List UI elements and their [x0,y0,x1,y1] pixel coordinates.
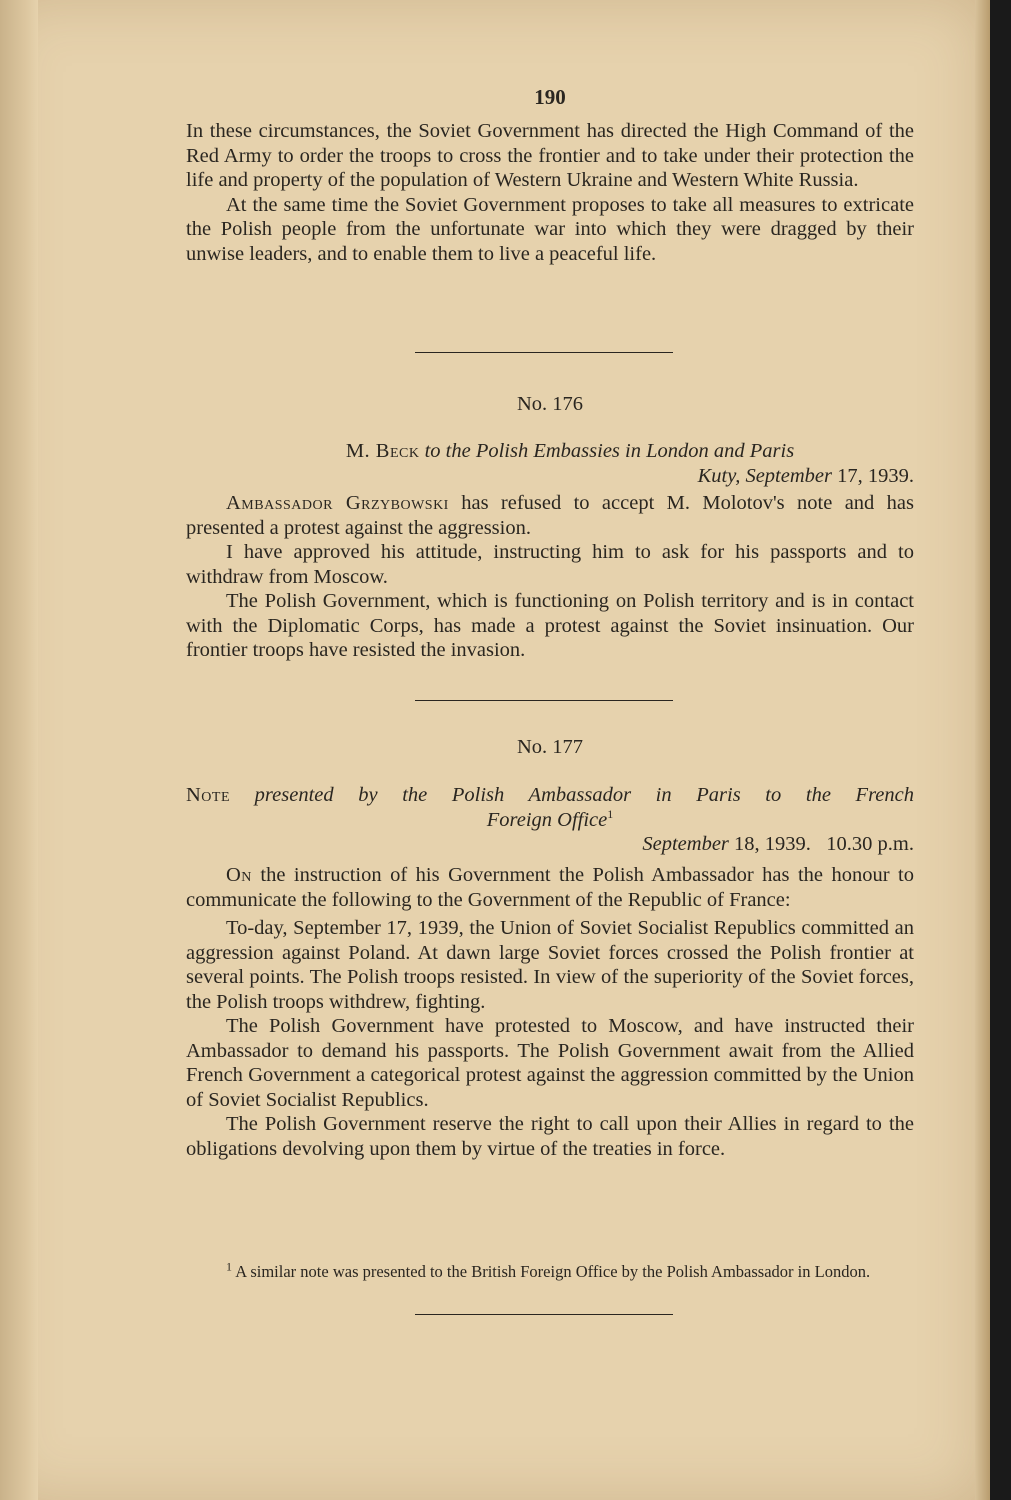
doc176-date: 17, 1939. [837,464,914,487]
footnote [186,1259,914,1281]
doc177-paragraph-4: The Polish Government reserve the right to call upon their Allies in regard to the obligations devolving upon them by virtue of the treaties in force. [186,1113,914,1160]
doc177-footnote-ref: 1 [607,806,614,821]
doc176-dateline [186,464,914,489]
continuation-paragraph-1: In these circumstances, the Soviet Government has directed the High Command of the Red Army to order the troops to cross the frontier and to take under their protection the life and property of the population of Western Ukraine and Western White Russia. [186,120,914,191]
doc177-paragraph-1-lead: On [226,864,252,886]
binding-edge [990,0,1011,1500]
continuation-paragraph-2: At the same time the Soviet Government proposes to take all measures to extricate the Polish people from the unfortunate war into which they were dragged by their unwise leaders, and to enable them to live a peaceful life. [186,193,914,265]
section-divider-2 [415,700,673,701]
doc176-paragraph-1 [186,491,914,540]
doc177-date-month: September [642,833,729,855]
doc177-heading [186,783,914,857]
doc177-body [186,863,914,1161]
section-divider-1 [415,352,673,353]
doc177-title-line2: Foreign Office [486,808,608,831]
page-number: 190 [534,85,566,109]
doc176-paragraph-2: I have approved his attitude, instructing him to ask for his passports and to withdraw from Moscow. [186,541,914,588]
document-number-177: No. 177 [516,736,584,758]
footnote-mark: 1 [226,1259,232,1274]
page-gutter-edge [0,0,38,1500]
doc177-dateline [186,832,914,857]
doc177-paragraph-1-rest: the instruction of his Government the Polish Ambassador has the honour to communicate the following to the Government of the Republic of France: [186,864,914,911]
doc177-date: 18, 1939. 10.30 p.m. [734,833,914,855]
doc177-title: presented by the Polish Ambassador in Paris to the French [254,784,914,806]
section-divider-3 [415,1314,673,1315]
doc176-heading [186,439,914,488]
doc177-paragraph-3: The Polish Government have protested to Moscow, and have instructed their Ambassador to demand his passports. The Polish Government await from the Allied French Government a categorical protest against the aggression committed by the Union of Soviet Socialist Republics. [186,1015,914,1111]
doc177-paragraph-1 [186,863,914,912]
continuation-text [186,119,914,266]
doc176-paragraph-1-rest: has refused to accept M. Molotov's note and has presented a protest against the aggression. [186,492,914,539]
doc176-sender: M. Beck [345,440,420,462]
doc176-paragraph-1-lead: Ambassador Grzybowski [226,492,449,514]
doc176-body [186,491,914,663]
doc176-place: Kuty, September [697,464,832,487]
page-right-edge [975,0,990,1500]
footnote-paragraph [186,1259,914,1281]
footnote-text: A similar note was presented to the British Foreign Office by the Polish Ambassador in London. [232,1262,871,1281]
doc177-paragraph-2: To-day, September 17, 1939, the Union of Soviet Socialist Republics committed an aggression against Poland. At dawn large Soviet forces crossed the Polish frontier at several points. The Polish troops resisted. In view of the superiority of the Soviet forces, the Polish troops withdrew, fighting. [186,917,914,1013]
doc176-paragraph-3: The Polish Government, which is functioning on Polish territory and is in contact with the Diplomatic Corps, has made a protest against the Soviet insinuation. Our frontier troops have resisted the invasion. [186,590,914,661]
document-number-176: No. 176 [516,393,584,415]
doc176-recipient: to the Polish Embassies in London and Paris [424,440,795,462]
doc177-title-lead: Note [186,784,231,806]
